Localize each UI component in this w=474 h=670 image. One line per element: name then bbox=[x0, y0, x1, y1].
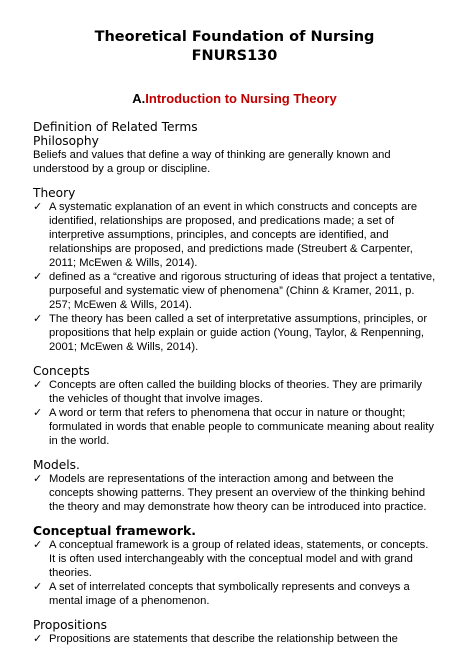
models-heading: Models. bbox=[33, 458, 80, 472]
check-icon: ✓ bbox=[33, 270, 43, 283]
list-item: ✓ Concepts are often called the building blocks of theories. They are primarily the vehicles of thought that involve images. bbox=[33, 378, 422, 405]
section-letter: A. bbox=[132, 91, 146, 106]
list-item: ✓ The theory has been called a set of interpretative assumptions, principles, or propositions that help explain or guide action (Young, Taylor, & Renpenning, 2001; McEwen & Wills, 2014). bbox=[33, 312, 428, 353]
conceptual-framework-heading: Conceptual framework. bbox=[33, 523, 196, 538]
document-title: Theoretical Foundation of Nursing bbox=[94, 29, 375, 45]
list-item: ✓ A conceptual framework is a group of related ideas, statements, or concepts. It is often used interchangeably with the conceptual model and with grand theories. bbox=[33, 538, 429, 579]
check-icon: ✓ bbox=[33, 580, 43, 593]
check-icon: ✓ bbox=[33, 378, 43, 391]
theory-list bbox=[33, 200, 436, 354]
philosophy-heading: Philosophy bbox=[33, 134, 99, 148]
list-item: ✓ Models are representations of the interaction among and between the concepts showing patterns. They present an overview of the thinking behind the theory and may demonstrate how theory can be introduced into practice. bbox=[33, 472, 427, 513]
concepts-list bbox=[33, 378, 436, 448]
propositions-heading: Propositions bbox=[33, 618, 107, 632]
conceptual-framework-list bbox=[33, 538, 436, 608]
course-code: FNURS130 bbox=[191, 48, 278, 64]
list-item: ✓ A word or term that refers to phenomena that occur in nature or thought; formulated in words that enable people to communicate meaning about reality in the world. bbox=[33, 406, 434, 447]
list-item: ✓ A set of interrelated concepts that symbolically represents and conveys a mental image of a phenomenon. bbox=[33, 580, 410, 607]
philosophy-text: Beliefs and values that define a way of thinking are generally known and understood by a group or discipline. bbox=[33, 149, 391, 175]
check-icon: ✓ bbox=[33, 406, 43, 419]
list-item: ✓ defined as a “creative and rigorous structuring of ideas that project a tentative, purposeful and systematic view of phenomena” (Chinn & Kramer, 2011, p. 257; McEwen & Wills, 2014). bbox=[33, 270, 436, 311]
check-icon: ✓ bbox=[33, 200, 43, 213]
list-item: ✓ A systematic explanation of an event in which constructs and concepts are identified, relationships are proposed, and predications made; a set of interpretive assumptions, principles, and concepts are identified, and relationships are proposed, and predictions made (Streubert & Carpenter, 2011; McEwen & Wills, 2014). bbox=[33, 200, 418, 269]
section-heading bbox=[33, 91, 436, 106]
check-icon: ✓ bbox=[33, 632, 43, 645]
check-icon: ✓ bbox=[33, 312, 43, 325]
check-icon: ✓ bbox=[33, 538, 43, 551]
concepts-heading: Concepts bbox=[33, 364, 90, 378]
definition-heading: Definition of Related Terms bbox=[33, 120, 198, 134]
section-title: Introduction to Nursing Theory bbox=[145, 91, 337, 106]
propositions-list bbox=[33, 632, 436, 646]
models-list bbox=[33, 472, 436, 514]
theory-heading: Theory bbox=[33, 186, 76, 200]
list-item: ✓ Propositions are statements that describe the relationship between the bbox=[33, 632, 398, 645]
check-icon: ✓ bbox=[33, 472, 43, 485]
